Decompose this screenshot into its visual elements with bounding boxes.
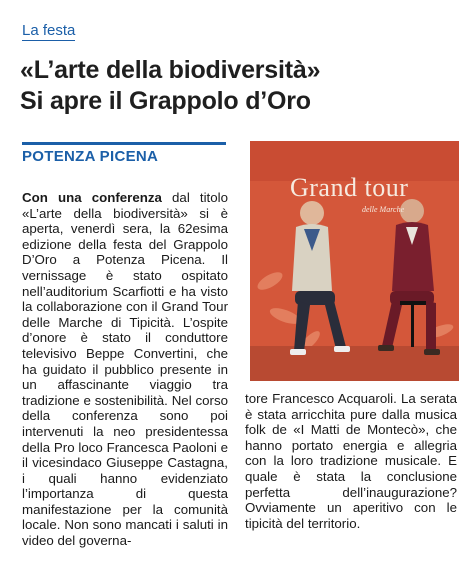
article-headline bbox=[20, 55, 460, 117]
photo-banner-text: Grand tour bbox=[290, 173, 409, 202]
article-body-1: dal titolo «L’arte della biodiversità» si è aperta, venerdì sera, la 62esima edizione della festa del Grappolo D’Oro a Potenza Picena. Il vernissage è stato ospitato nell’auditorium Scarfiotti e ha visto la collaborazione con il Grand Tour delle Marche di Tipicità. L’ospite d’onore è stato il conduttore televisivo Beppe Convertini, che ha guidato il pubblico presente in un affascinante viaggio tra tradizione e sostenibilità. Nel corso della conferenza sono poi intervenuti la neo presidentessa della Pro loco Francesca Paoloni e il vicesindaco Giuseppe Castagna, i quali hanno evidenziato l’importanza di questa manifestazione per la comunità locale. Non sono mancati i saluti in video del governa- bbox=[22, 190, 228, 549]
headline-line-2: Si apre il Grappolo d’Oro bbox=[20, 87, 311, 115]
photo-banner-subtext: delle Marche bbox=[362, 205, 405, 214]
event-photo bbox=[250, 141, 459, 381]
headline-line-1: «L’arte della biodiversità» bbox=[20, 56, 321, 84]
article-column-1 bbox=[22, 190, 228, 549]
article-lead: Con una conferenza bbox=[22, 190, 162, 205]
section-divider bbox=[22, 142, 226, 145]
section-label: POTENZA PICENA bbox=[22, 148, 159, 165]
article-column-2: tore Francesco Acquaroli. La serata è stata arricchita pure dalla musica folk de «I Matti de Montecò», che hanno portato energia e allegria con la loro tradizione musicale. E quale è stata la conclusione perfetta dell’inaugurazione? Ovviamente un aperitivo con le tipicità del territorio. bbox=[245, 391, 457, 531]
article-kicker: La festa bbox=[22, 22, 76, 39]
